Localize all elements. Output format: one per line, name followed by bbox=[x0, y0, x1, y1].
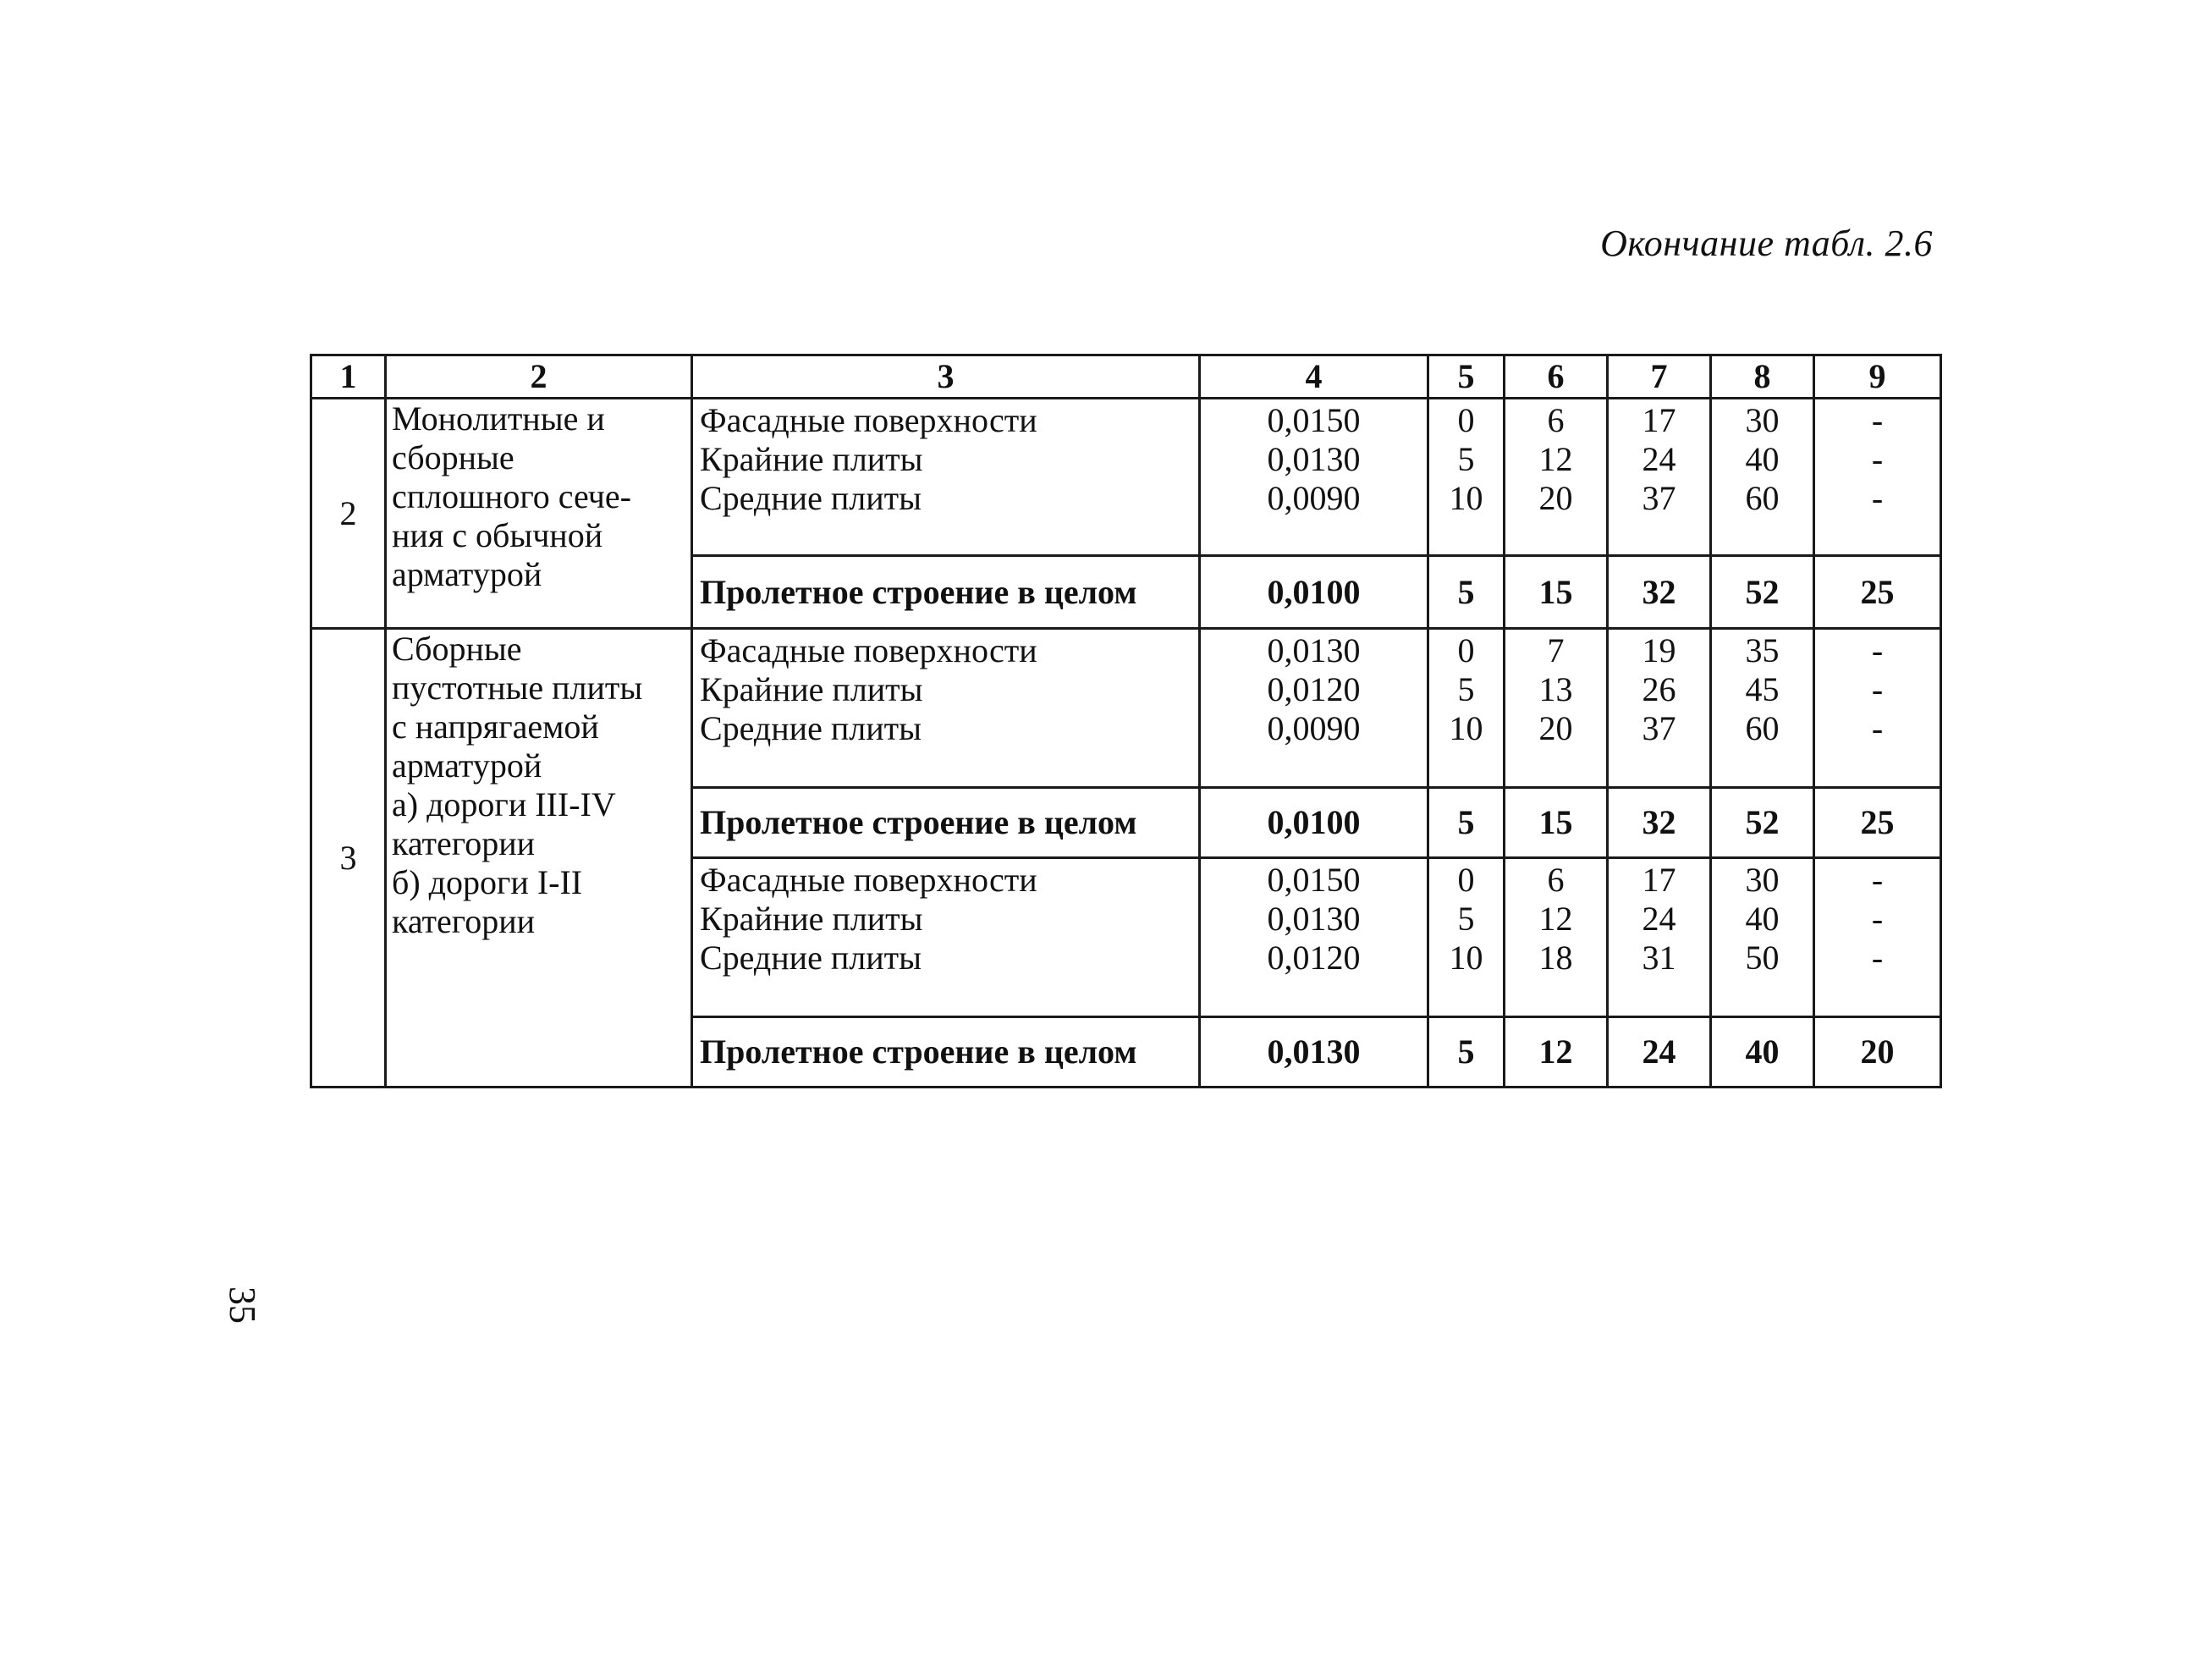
header-cell: 7 bbox=[1608, 355, 1711, 399]
value-cell: 10 bbox=[1449, 479, 1483, 517]
description-line: Сборные bbox=[392, 630, 522, 668]
value-cell: 19 bbox=[1642, 631, 1676, 669]
description-line: пустотные плиты bbox=[392, 669, 643, 707]
value-cell: 0,0150 bbox=[1267, 401, 1361, 439]
description-line: а) дороги III-IV bbox=[392, 785, 616, 823]
value-cell: 0 bbox=[1457, 861, 1475, 899]
value-cell: 60 bbox=[1745, 709, 1780, 747]
col-5-values bbox=[1428, 629, 1505, 788]
value-cell: - bbox=[1871, 900, 1884, 938]
description-line: Монолитные и bbox=[392, 399, 605, 438]
value-cell: 5 bbox=[1457, 670, 1475, 708]
total-value: 0,0100 bbox=[1200, 556, 1428, 629]
description-line: ния с обычной bbox=[392, 516, 603, 554]
total-value: 32 bbox=[1608, 556, 1711, 629]
header-row bbox=[311, 355, 1941, 399]
group-number: 2 bbox=[311, 399, 386, 629]
total-value: 40 bbox=[1711, 1017, 1814, 1088]
value-cell: - bbox=[1871, 709, 1884, 747]
value-cell: 18 bbox=[1538, 939, 1573, 977]
value-cell: 20 bbox=[1538, 709, 1573, 747]
group-description bbox=[386, 399, 692, 629]
header-cell: 9 bbox=[1814, 355, 1941, 399]
table-caption: Окончание табл. 2.6 bbox=[1600, 223, 1933, 264]
element-name: Средние плиты bbox=[700, 709, 922, 747]
col-4-values bbox=[1200, 858, 1428, 1017]
value-cell: 20 bbox=[1538, 479, 1573, 517]
total-value: 32 bbox=[1608, 788, 1711, 858]
col-7-values bbox=[1608, 629, 1711, 788]
value-cell: 7 bbox=[1547, 631, 1565, 669]
total-label: Пролетное строение в целом bbox=[692, 788, 1200, 858]
total-value: 0,0130 bbox=[1200, 1017, 1428, 1088]
description-line: сплошного сече- bbox=[392, 477, 631, 515]
value-cell: 0,0120 bbox=[1267, 939, 1361, 977]
value-cell: 45 bbox=[1745, 670, 1780, 708]
element-name: Фасадные поверхности bbox=[700, 631, 1037, 669]
total-value: 52 bbox=[1711, 788, 1814, 858]
value-cell: 0,0150 bbox=[1267, 861, 1361, 899]
value-cell: 0,0130 bbox=[1267, 900, 1361, 938]
value-cell: 5 bbox=[1457, 440, 1475, 478]
group-number: 3 bbox=[311, 629, 386, 1088]
value-cell: - bbox=[1871, 440, 1884, 478]
total-value: 5 bbox=[1428, 1017, 1505, 1088]
col-9-values bbox=[1814, 858, 1941, 1017]
total-value: 24 bbox=[1608, 1017, 1711, 1088]
value-cell: - bbox=[1871, 939, 1884, 977]
total-value: 25 bbox=[1814, 788, 1941, 858]
data-table bbox=[310, 354, 1942, 1088]
header-cell: 1 bbox=[311, 355, 386, 399]
description-line: арматурой bbox=[392, 555, 542, 593]
value-cell: 30 bbox=[1745, 401, 1780, 439]
page-number: 35 bbox=[222, 1286, 263, 1324]
table-row bbox=[311, 399, 1941, 556]
total-value: 0,0100 bbox=[1200, 788, 1428, 858]
value-cell: 26 bbox=[1642, 670, 1676, 708]
header-cell: 8 bbox=[1711, 355, 1814, 399]
description-line: сборные bbox=[392, 438, 514, 476]
total-value: 5 bbox=[1428, 556, 1505, 629]
total-value: 52 bbox=[1711, 556, 1814, 629]
description-line: б) дороги I-II bbox=[392, 863, 583, 901]
value-cell: 12 bbox=[1538, 440, 1573, 478]
value-cell: 40 bbox=[1745, 900, 1780, 938]
col-9-values bbox=[1814, 629, 1941, 788]
value-cell: 0,0130 bbox=[1267, 631, 1361, 669]
total-value: 5 bbox=[1428, 788, 1505, 858]
value-cell: - bbox=[1871, 631, 1884, 669]
total-label: Пролетное строение в целом bbox=[692, 1017, 1200, 1088]
total-value: 25 bbox=[1814, 556, 1941, 629]
value-cell: 13 bbox=[1538, 670, 1573, 708]
value-cell: 0 bbox=[1457, 631, 1475, 669]
element-name: Фасадные поверхности bbox=[700, 401, 1037, 439]
col-9-values bbox=[1814, 399, 1941, 556]
total-value: 15 bbox=[1505, 788, 1608, 858]
element-names bbox=[692, 399, 1200, 556]
value-cell: 6 bbox=[1547, 401, 1565, 439]
element-name: Крайние плиты bbox=[700, 440, 923, 478]
col-7-values bbox=[1608, 399, 1711, 556]
value-cell: 5 bbox=[1457, 900, 1475, 938]
value-cell: - bbox=[1871, 670, 1884, 708]
header-cell: 6 bbox=[1505, 355, 1608, 399]
value-cell: 0,0090 bbox=[1267, 709, 1361, 747]
value-cell: 0,0090 bbox=[1267, 479, 1361, 517]
value-cell: 24 bbox=[1642, 440, 1676, 478]
value-cell: 30 bbox=[1745, 861, 1780, 899]
value-cell: 0 bbox=[1457, 401, 1475, 439]
element-name: Крайние плиты bbox=[700, 670, 923, 708]
value-cell: 37 bbox=[1642, 479, 1676, 517]
element-name: Средние плиты bbox=[700, 479, 922, 517]
header-cell: 4 bbox=[1200, 355, 1428, 399]
value-cell: 24 bbox=[1642, 900, 1676, 938]
value-cell: 31 bbox=[1642, 939, 1676, 977]
col-4-values bbox=[1200, 629, 1428, 788]
col-6-values bbox=[1505, 399, 1608, 556]
value-cell: 0,0120 bbox=[1267, 670, 1361, 708]
col-5-values bbox=[1428, 399, 1505, 556]
col-8-values bbox=[1711, 858, 1814, 1017]
group-description bbox=[386, 629, 692, 1088]
header-cell: 5 bbox=[1428, 355, 1505, 399]
value-cell: 60 bbox=[1745, 479, 1780, 517]
col-8-values bbox=[1711, 399, 1814, 556]
value-cell: - bbox=[1871, 479, 1884, 517]
value-cell: 6 bbox=[1547, 861, 1565, 899]
element-names bbox=[692, 858, 1200, 1017]
element-name: Крайние плиты bbox=[700, 900, 923, 938]
value-cell: 17 bbox=[1642, 401, 1676, 439]
value-cell: 37 bbox=[1642, 709, 1676, 747]
element-name: Фасадные поверхности bbox=[700, 861, 1037, 899]
value-cell: 10 bbox=[1449, 709, 1483, 747]
header-cell: 2 bbox=[386, 355, 692, 399]
col-6-values bbox=[1505, 629, 1608, 788]
value-cell: - bbox=[1871, 861, 1884, 899]
description-line: арматурой bbox=[392, 746, 542, 785]
value-cell: 17 bbox=[1642, 861, 1676, 899]
description-line: категории bbox=[392, 824, 536, 862]
element-names bbox=[692, 629, 1200, 788]
col-8-values bbox=[1711, 629, 1814, 788]
value-cell: 10 bbox=[1449, 939, 1483, 977]
col-5-values bbox=[1428, 858, 1505, 1017]
col-7-values bbox=[1608, 858, 1711, 1017]
value-cell: 0,0130 bbox=[1267, 440, 1361, 478]
element-name: Средние плиты bbox=[700, 939, 922, 977]
total-value: 12 bbox=[1505, 1017, 1608, 1088]
col-6-values bbox=[1505, 858, 1608, 1017]
value-cell: 35 bbox=[1745, 631, 1780, 669]
table-row bbox=[311, 629, 1941, 788]
total-label: Пролетное строение в целом bbox=[692, 556, 1200, 629]
value-cell: 40 bbox=[1745, 440, 1780, 478]
header-cell: 3 bbox=[692, 355, 1200, 399]
description-line: категории bbox=[392, 902, 536, 940]
description-line: с напрягаемой bbox=[392, 708, 599, 746]
total-value: 20 bbox=[1814, 1017, 1941, 1088]
value-cell: 50 bbox=[1745, 939, 1780, 977]
value-cell: 12 bbox=[1538, 900, 1573, 938]
total-value: 15 bbox=[1505, 556, 1608, 629]
col-4-values bbox=[1200, 399, 1428, 556]
value-cell: - bbox=[1871, 401, 1884, 439]
